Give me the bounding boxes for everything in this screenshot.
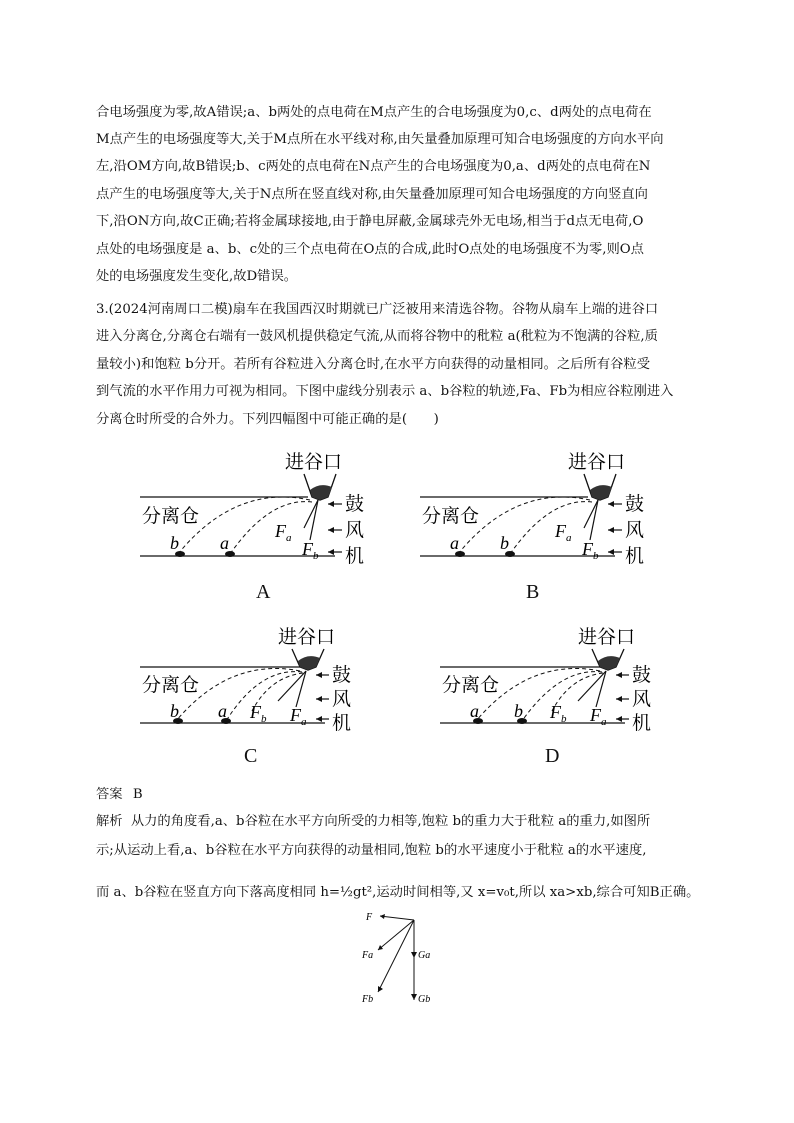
analysis-label: 解析 <box>96 814 123 829</box>
answer-label: 答案 <box>96 787 123 802</box>
blower-char: 机 <box>332 712 352 734</box>
prev-solution-line: M点产生的电场强度等大,关于M点所在水平线对称,由矢量叠加原理可知合电场强度的方向水平向 <box>96 132 664 147</box>
question-line: 量较小)和饱粒 b分开。若所有谷粒进入分离仓时,在水平方向获得的动量相同。之后所有谷粒受 <box>96 357 651 372</box>
blower-char: 机 <box>625 545 645 567</box>
question-line: 分离仓时所受的合外力。下列四幅图中可能正确的是( ) <box>96 412 439 427</box>
force-a-arrow <box>304 500 318 528</box>
option-d-caption: D <box>545 745 560 767</box>
option-a-diagram <box>140 442 370 572</box>
force-diagram <box>358 908 448 1008</box>
option-b-diagram <box>420 442 650 572</box>
prev-solution-line: 点处的电场强度是 a、b、c处的三个点电荷在O点的合成,此时O点处的电场强度不为零,则O点 <box>96 242 644 257</box>
force-a-label: $F_a$ <box>290 705 307 728</box>
force-Fa-label: Fa <box>362 950 374 961</box>
weight-Gb-label: Gb <box>418 994 431 1005</box>
force-Fb-label: Fb <box>362 994 374 1005</box>
grain-a-label: a <box>450 533 459 553</box>
blower-char: 鼓 <box>625 493 645 515</box>
blower-char: 风 <box>632 688 652 710</box>
force-b-arrow <box>310 500 318 540</box>
prev-solution-line: 处的电场强度发生变化,故D错误。 <box>96 269 298 284</box>
grain-a-label: a <box>470 701 479 721</box>
blower-char: 机 <box>632 712 652 734</box>
chamber-label: 分离仓 <box>142 505 200 527</box>
prev-solution-line: 下,沿ON方向,故C正确;若将金属球接地,由于静电屏蔽,金属球壳外无电场,相当于d点无电荷,O <box>96 214 644 229</box>
blower-char: 鼓 <box>345 493 365 515</box>
option-c-diagram <box>140 617 370 747</box>
force-b-label: $F_b$ <box>250 702 267 725</box>
question-line: 3.(2024河南周口二模)扇车在我国西汉时期就已广泛被用来清选谷物。谷物从扇车上端的进谷口 <box>96 302 659 317</box>
inlet-label: 进谷口 <box>568 451 626 473</box>
force-b-label: $F_b$ <box>550 702 567 725</box>
inlet-label: 进谷口 <box>285 451 343 473</box>
chamber-label: 分离仓 <box>442 674 500 696</box>
prev-solution-line: 合电场强度为零,故A错误;a、b两处的点电荷在M点产生的合电场强度为0,c、d两处的点电荷在 <box>96 105 652 120</box>
grain-b-label: b <box>514 701 523 721</box>
blower-char: 鼓 <box>332 664 352 686</box>
option-b-caption: B <box>526 581 540 603</box>
question-line: 进入分离仓,分离仓右端有一鼓风机提供稳定气流,从而将谷物中的秕粒 a(秕粒为不饱满的谷粒,质 <box>96 329 658 344</box>
blower-char: 风 <box>345 519 365 541</box>
analysis-line: 示;从运动上看,a、b谷粒在水平方向获得的动量相同,饱粒 b的水平速度小于秕粒 a的水平速度, <box>96 843 647 858</box>
force-b-arrow <box>590 500 598 540</box>
answer-value: B <box>132 787 143 802</box>
trajectory-b <box>510 502 592 554</box>
grain-b-label: b <box>170 701 179 721</box>
prev-solution-line: 左,沿OM方向,故B错误;b、c两处的点电荷在N点产生的合电场强度为0,a、d两处的点电荷在N <box>96 159 651 174</box>
force-F-label: F <box>366 912 373 923</box>
chamber-label: 分离仓 <box>422 505 480 527</box>
force-a-label: $F_a$ <box>590 705 607 728</box>
blower-char: 机 <box>345 545 365 567</box>
blower-char: 风 <box>625 519 645 541</box>
blower-char: 风 <box>332 688 352 710</box>
grain-b-label: b <box>170 533 179 553</box>
option-d-diagram <box>440 617 670 747</box>
analysis-line: 而 a、b谷粒在竖直方向下落高度相同 h=½gt²,运动时间相等,又 x=v₀t,所以 xa>xb,综合可知B正确。 <box>96 885 700 900</box>
answer-line <box>96 786 143 804</box>
grain-b-label: b <box>500 533 509 553</box>
chamber-label: 分离仓 <box>142 674 200 696</box>
prev-solution-line: 点产生的电场强度等大,关于N点所在竖直线对称,由矢量叠加原理可知合电场强度的方向竖直向 <box>96 187 648 202</box>
grain-a-label: a <box>218 701 227 721</box>
trajectory-a <box>230 502 312 554</box>
question-line: 到气流的水平作用力可视为相同。下图中虚线分别表示 a、b谷粒的轨迹,Fa、Fb为相应谷粒刚进入 <box>96 384 674 399</box>
inlet-label: 进谷口 <box>578 626 636 648</box>
inlet-label: 进谷口 <box>278 626 336 648</box>
grain-a-label: a <box>220 533 229 553</box>
analysis-line <box>96 813 650 831</box>
option-a-caption: A <box>256 581 271 603</box>
force-a-label: $F_a$ <box>555 521 572 544</box>
analysis-text: 从力的角度看,a、b谷粒在水平方向所受的力相等,饱粒 b的重力大于秕粒 a的重力,如图所 <box>130 814 651 829</box>
force-a-label: $F_a$ <box>275 521 292 544</box>
blower-char: 鼓 <box>632 664 652 686</box>
force-b-label: $F_b$ <box>582 539 599 562</box>
option-c-caption: C <box>244 745 258 767</box>
force-b-label: $F_b$ <box>302 539 319 562</box>
force-a-arrow <box>584 500 598 528</box>
weight-Ga-label: Ga <box>418 950 431 961</box>
